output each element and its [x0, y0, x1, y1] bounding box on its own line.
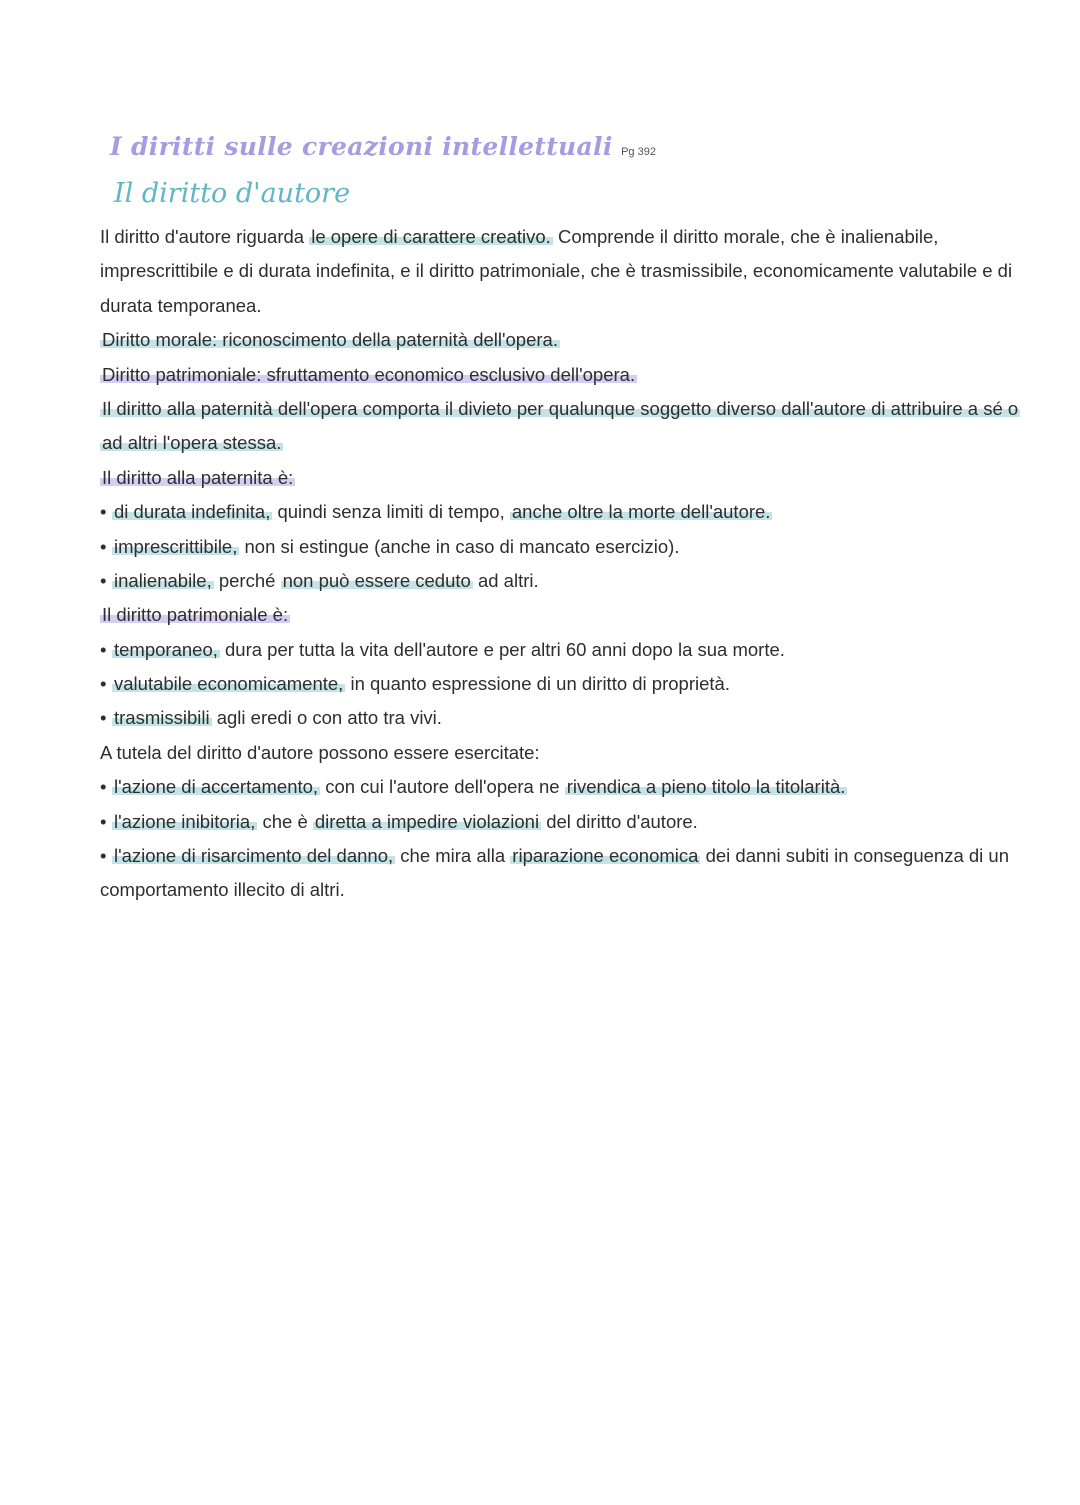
- list-item: [100, 530, 990, 564]
- highlight: l'azione di accertamento,: [114, 776, 319, 798]
- section-subtitle: Il diritto d'autore: [114, 178, 351, 209]
- paternita-line-1: [100, 392, 1019, 426]
- list-item-text: del diritto d'autore.: [541, 810, 698, 832]
- definition-patrimoniale: [100, 358, 990, 392]
- list-item-text: ad altri.: [472, 569, 539, 591]
- intro-text: Comprende il diritto morale, che è inalienabile,: [552, 226, 939, 247]
- highlight: diretta a impedire violazioni: [314, 810, 540, 832]
- paternita-list-heading: [100, 461, 990, 495]
- bullet: •: [100, 673, 107, 695]
- highlight: le opere di carattere creativo.: [311, 226, 551, 247]
- list-item-text: perché: [213, 569, 281, 591]
- highlight: riparazione economica: [512, 845, 699, 867]
- list-item: [100, 564, 990, 598]
- list-item-text: con cui l'autore dell'opera ne: [320, 776, 565, 798]
- bullet: •: [100, 776, 107, 798]
- highlight: rivendica a pieno titolo la titolarità.: [566, 776, 846, 798]
- bullet: •: [100, 501, 107, 523]
- tutela-list-heading: A tutela del diritto d'autore possono essere esercitate:: [100, 741, 540, 763]
- bullet: •: [100, 569, 107, 591]
- list-item-text: dura per tutta la vita dell'autore e per altri 60 anni dopo la sua morte.: [219, 638, 785, 660]
- list-item-text: agli eredi o con atto tra vivi.: [211, 707, 442, 729]
- list-item-text: che è: [257, 810, 313, 832]
- highlight: imprescrittibile,: [114, 535, 238, 557]
- list-item: [100, 667, 990, 701]
- highlight: temporaneo,: [114, 638, 218, 660]
- highlight: anche oltre la morte dell'autore.: [511, 501, 771, 523]
- bullet: •: [100, 845, 107, 867]
- highlight: l'azione di risarcimento del danno,: [114, 845, 394, 867]
- page-title: I diritti sulle creazioni intellettuali: [110, 132, 613, 161]
- list-item: [100, 701, 990, 735]
- list-item-text: che mira alla: [395, 845, 511, 867]
- highlight: di durata indefinita,: [114, 501, 271, 523]
- highlight: Il diritto alla paternita è:: [102, 466, 294, 488]
- intro-line-2: imprescrittibile e di durata indefinita, e il diritto patrimoniale, che è trasmissibile, economicamente valutabile e di: [100, 260, 1013, 282]
- notes-body: [100, 220, 1019, 908]
- list-item: [100, 495, 990, 529]
- list-item: [100, 839, 1009, 873]
- list-item: [100, 633, 990, 667]
- bullet: •: [100, 535, 107, 557]
- list-item: [100, 805, 990, 839]
- highlight: Il diritto patrimoniale è:: [102, 604, 289, 626]
- bullet: •: [100, 638, 107, 660]
- intro-text: Il diritto d'autore riguarda: [100, 226, 310, 247]
- highlight: ad altri l'opera stessa.: [102, 432, 282, 454]
- highlight: l'azione inibitoria,: [114, 810, 256, 832]
- highlight: trasmissibili: [114, 707, 210, 729]
- tutela-last-line: comportamento illecito di altri.: [100, 879, 345, 901]
- intro-line-3: durata temporanea.: [100, 294, 262, 316]
- list-item: [100, 770, 990, 804]
- highlight: non può essere ceduto: [282, 569, 471, 591]
- definition-morale: [100, 323, 990, 357]
- highlight: valutabile economicamente,: [114, 673, 344, 695]
- list-item-text: dei danni subiti in conseguenza di un: [700, 845, 1009, 867]
- page-reference: Pg 392: [621, 146, 656, 158]
- intro-line-1: [100, 220, 990, 254]
- patrimoniale-list-heading: [100, 598, 990, 632]
- highlight: Il diritto alla paternità dell'opera comporta il divieto per qualunque soggetto diverso dall'autore di attribuire a sé o: [102, 397, 1019, 419]
- highlight: Diritto morale: riconoscimento della paternità dell'opera.: [102, 329, 558, 351]
- highlight: Diritto patrimoniale: sfruttamento economico esclusivo dell'opera.: [102, 363, 636, 385]
- paternita-line-2: [100, 426, 990, 460]
- title-row: [110, 132, 656, 161]
- bullet: •: [100, 707, 107, 729]
- list-item-text: non si estingue (anche in caso di mancato esercizio).: [239, 535, 680, 557]
- list-item-text: in quanto espressione di un diritto di proprietà.: [345, 673, 730, 695]
- list-item-text: quindi senza limiti di tempo,: [272, 501, 510, 523]
- highlight: inalienabile,: [114, 569, 212, 591]
- bullet: •: [100, 810, 107, 832]
